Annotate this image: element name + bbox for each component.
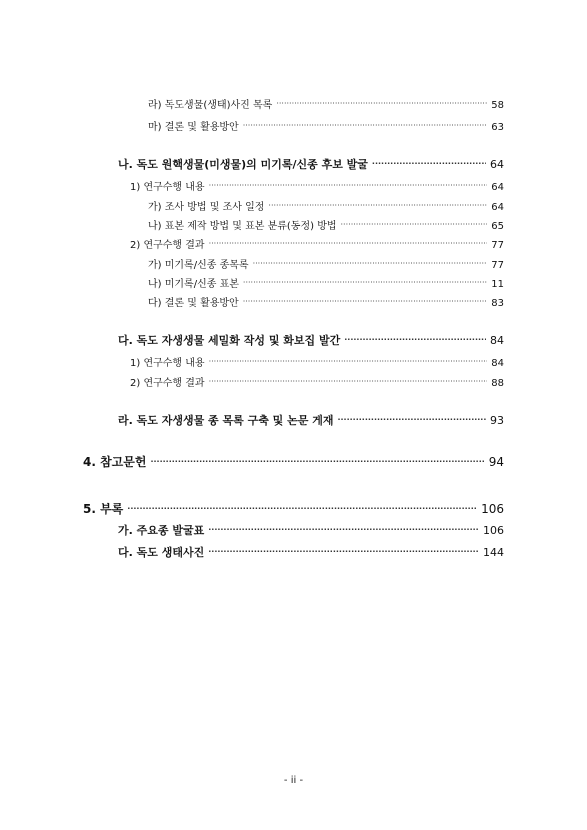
toc-entry[interactable] [148, 198, 504, 213]
toc-entry[interactable] [83, 453, 504, 470]
toc-entry[interactable] [118, 544, 504, 560]
toc-entry-page: 64 [491, 202, 504, 213]
toc-leader [208, 526, 479, 534]
toc-entry[interactable] [148, 217, 504, 232]
toc-leader [253, 260, 488, 268]
toc-entry-title: 다) 결론 및 활용방안 [148, 298, 239, 309]
toc-entry-title: 가) 미기록/신종 종목록 [148, 260, 249, 271]
toc-leader [276, 100, 487, 108]
toc-entry-title: 1) 연구수행 내용 [130, 358, 205, 369]
toc-entry[interactable] [130, 374, 504, 389]
toc-entry-title: 5. 부록 [83, 502, 124, 516]
toc-entry[interactable] [130, 236, 504, 251]
toc-leader [268, 202, 487, 210]
toc-entry-title: 나) 표본 제작 방법 및 표본 분류(동정) 방법 [148, 221, 337, 232]
toc-leader [243, 279, 487, 287]
toc-entry-title: 라. 독도 자생생물 종 목록 구축 및 논문 게재 [118, 414, 334, 427]
toc-entry-page: 94 [488, 455, 504, 469]
toc-entry-page: 88 [491, 378, 504, 389]
toc-leader [209, 182, 488, 190]
toc-entry[interactable] [118, 412, 504, 428]
toc-entry-title: 1) 연구수행 내용 [130, 182, 205, 193]
toc-entry[interactable] [148, 275, 504, 290]
toc-entry-page: 58 [491, 100, 504, 111]
toc-entry[interactable] [148, 118, 504, 133]
toc-leader [337, 416, 486, 424]
toc-entry-title: 마) 결론 및 활용방안 [148, 122, 239, 133]
toc-entry-title: 나. 독도 원핵생물(미생물)의 미기록/신종 후보 발굴 [118, 158, 368, 171]
toc-entry[interactable] [148, 96, 504, 111]
toc-leader [243, 298, 488, 306]
toc-entry-page: 106 [483, 524, 504, 537]
toc-entry-title: 가. 주요종 발굴표 [118, 524, 205, 537]
toc-entry-page: 144 [483, 546, 504, 559]
toc-entry-page: 84 [491, 358, 504, 369]
toc-entry-page: 64 [490, 158, 504, 171]
toc-entry-page: 65 [491, 221, 504, 232]
toc-entry[interactable] [148, 256, 504, 271]
toc-entry-page: 64 [491, 182, 504, 193]
toc-leader [209, 358, 488, 366]
toc-entry-page: 106 [481, 502, 504, 516]
toc-entry[interactable] [83, 500, 504, 517]
toc-entry[interactable] [118, 332, 504, 348]
toc-leader [208, 548, 479, 556]
toc-leader [372, 160, 486, 168]
toc-entry[interactable] [118, 522, 504, 538]
toc-entry-title: 다. 독도 자생생물 세밀화 작성 및 화보집 발간 [118, 334, 341, 347]
toc-entry-title: 2) 연구수행 결과 [130, 240, 205, 251]
toc-entry-page: 84 [490, 334, 504, 347]
toc-leader [344, 336, 486, 344]
toc-entry-title: 가) 조사 방법 및 조사 일정 [148, 202, 265, 213]
toc-entry[interactable] [148, 294, 504, 309]
toc-entry[interactable] [130, 354, 504, 369]
toc-entry-page: 63 [491, 122, 504, 133]
toc-leader [127, 505, 477, 513]
toc-entry[interactable] [130, 178, 504, 193]
toc-entry-page: 93 [490, 414, 504, 427]
toc-entry-page: 77 [491, 260, 504, 271]
toc-leader [209, 240, 488, 248]
toc-entry[interactable] [118, 156, 504, 172]
toc-leader [150, 458, 484, 466]
toc-entry-title: 2) 연구수행 결과 [130, 378, 205, 389]
toc-leader [243, 122, 488, 130]
toc-entry-page: 77 [491, 240, 504, 251]
toc-entry-title: 4. 참고문헌 [83, 455, 147, 469]
toc-entry-title: 나) 미기록/신종 표본 [148, 279, 239, 290]
toc-entry-page: 83 [491, 298, 504, 309]
toc-entry-page: 11 [491, 279, 504, 290]
toc-entry-title: 다. 독도 생태사진 [118, 546, 205, 559]
page-number-footer: - ii - [283, 775, 304, 786]
toc-entry-title: 라) 독도생물(생태)사진 목록 [148, 100, 273, 111]
toc-leader [209, 378, 488, 386]
toc-leader [341, 221, 488, 229]
